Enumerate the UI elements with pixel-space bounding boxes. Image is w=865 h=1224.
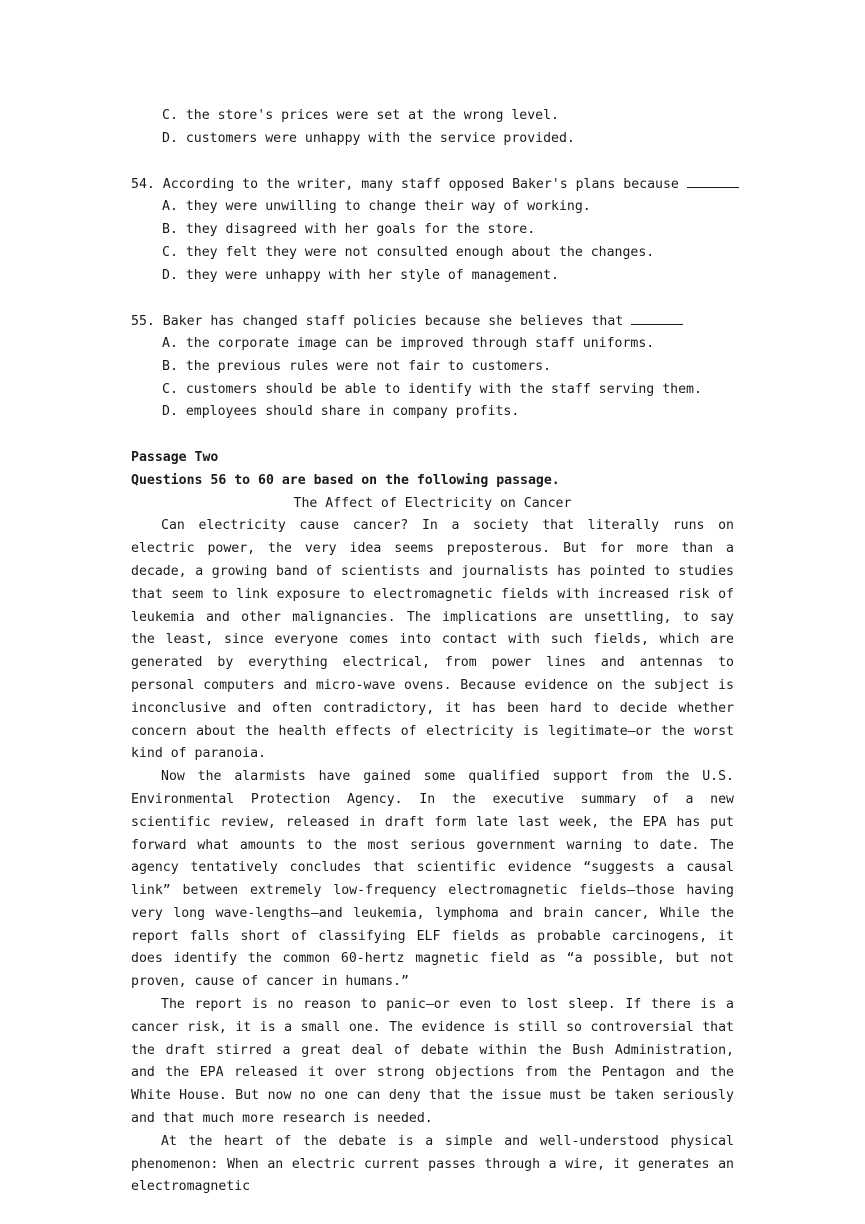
spacer — [131, 287, 734, 310]
passage-heading: Passage Two — [131, 449, 219, 465]
q55-option-c: C. customers should be able to identify with the staff serving them. — [162, 381, 702, 397]
q53-option-c: C. the store's prices were set at the wrong level. — [162, 108, 559, 123]
q54-stem-text: 54. According to the writer, many staff opposed Baker's plans because — [131, 177, 679, 193]
answer-blank — [687, 173, 739, 188]
spacer — [131, 424, 734, 447]
answer-blank — [631, 310, 683, 325]
passage-paragraph-1: Can electricity cause cancer? In a society that literally runs on electric power, the very idea seems preposterous. But for more than a decade, a growing band of scientists and journalists has pointed to studies that seem to link exposure to electromagnetic fields with increased risk of leukemia and other malignancies. The implications are unsettling, to say the least, since everyone comes into contact with such fields, which are generated by everything electrical, from power lines and antennas to personal computers and micro-wave ovens. Because evidence on the subject is inconclusive and often contradictory, it has been hard to decide whether concern about the health effects of electricity is legitimate—or the worst kind of paranoia. — [131, 518, 734, 762]
passage-paragraph-2: Now the alarmists have gained some qualified support from the U.S. Environmental Protection Agency. In the executive summary of a new scientific review, released in draft form late last week, the EPA has put forward what amounts to the most serious government warning to date. The agency tentatively concludes that scientific evidence “suggests a causal link” between extremely low-frequency electromagnetic fields—those having very long wave-lengths—and leukemia, lymphoma and brain cancer, While the report falls short of classifying ELF fields as probable carcinogens, it does identify the common 60-hertz magnetic field as “a possible, but not proven, cause of cancer in humans.” — [131, 769, 734, 990]
passage-paragraph-4: At the heart of the debate is a simple and well-understood physical phenomenon: When an electric current passes through a wire, it generates an electromagnetic — [131, 1133, 734, 1195]
q54-option-b: B. they disagreed with her goals for the store. — [162, 221, 536, 237]
q55-stem-text: 55. Baker has changed staff policies because she believes that — [131, 314, 624, 330]
passage-title: The Affect of Electricity on Cancer — [293, 495, 572, 511]
q53-option-d: D. customers were unhappy with the service provided. — [162, 130, 575, 146]
q55-stem — [131, 310, 734, 333]
q55-option-d: D. employees should share in company profits. — [162, 404, 520, 420]
passage-paragraph-3: The report is no reason to panic—or even to lost sleep. If there is a cancer risk, it is a small one. The evidence is still so controversial that the draft stirred a great deal of debate within the Bush Administration, and the EPA released it over strong objections from the Pentagon and the White House. But now no one can deny that the issue must be taken seriously and that much more research is needed. — [131, 997, 734, 1127]
q54-stem — [131, 173, 734, 196]
spacer — [131, 151, 734, 174]
q55-option-b: B. the previous rules were not fair to customers. — [162, 358, 552, 374]
exam-page — [131, 105, 734, 1199]
q55-option-a: A. the corporate image can be improved through staff uniforms. — [162, 335, 655, 351]
q54-option-d: D. they were unhappy with her style of management. — [162, 267, 559, 283]
passage-instruction: Questions 56 to 60 are based on the following passage. — [131, 472, 560, 488]
q54-option-a: A. they were unwilling to change their way of working. — [162, 199, 591, 215]
q54-option-c: C. they felt they were not consulted enough about the changes. — [162, 244, 655, 260]
